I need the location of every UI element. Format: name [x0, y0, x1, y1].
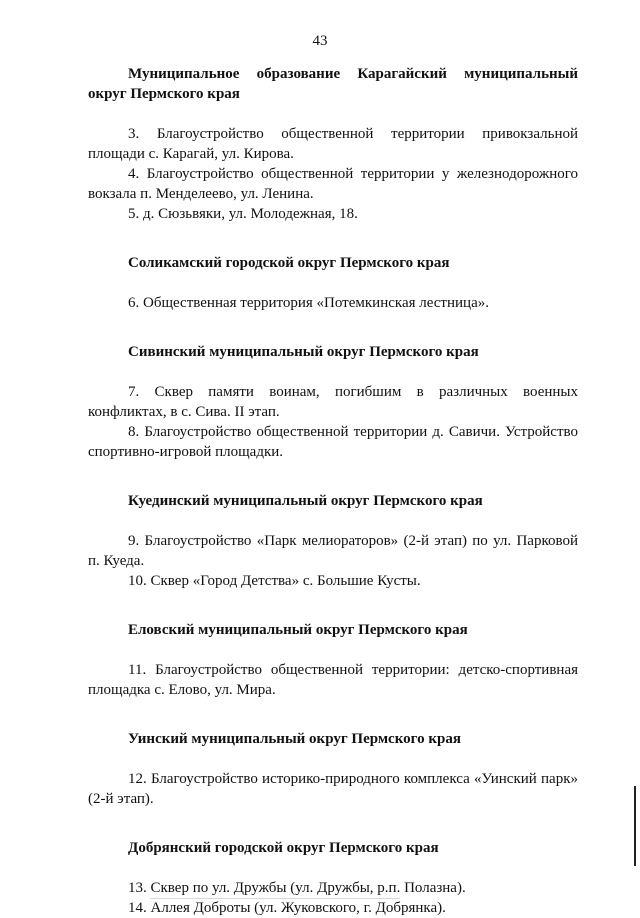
- section-items: [88, 531, 578, 591]
- section-items: [88, 660, 578, 700]
- section-items: [88, 124, 578, 224]
- section-heading: Куединский муниципальный округ Пермского края: [128, 493, 483, 509]
- list-item: 11. Благоустройство общественной территории: детско-спортивная площадка с. Елово, ул. Мира.: [88, 662, 578, 698]
- section-heading: Уинский муниципальный округ Пермского края: [128, 731, 461, 747]
- list-item: 9. Благоустройство «Парк мелиораторов» (2-й этап) по ул. Парковой п. Куеда.: [88, 533, 578, 569]
- section-heading: Добрянский городской округ Пермского края: [128, 840, 439, 856]
- section-heading: Муниципальное образование Карагайский муниципальный округ Пермского края: [88, 66, 578, 102]
- list-item: 10. Сквер «Город Детства» с. Большие Кусты.: [128, 573, 421, 589]
- section-heading: Сивинский муниципальный округ Пермского края: [128, 344, 479, 360]
- section-items: [88, 769, 578, 809]
- bottom-rule: [150, 898, 400, 899]
- section-karagay: [88, 64, 578, 224]
- section-uinsky: [88, 729, 578, 809]
- section-items: [88, 293, 578, 313]
- section-kuedinsky: [88, 491, 578, 591]
- list-item: 3. Благоустройство общественной территории привокзальной площади с. Карагай, ул. Кирова.: [88, 126, 578, 162]
- section-sivinsky: [88, 342, 578, 462]
- scan-edge-mark: [634, 786, 636, 866]
- list-item: 8. Благоустройство общественной территории д. Савичи. Устройство спортивно-игровой площадки.: [88, 424, 578, 460]
- list-item: 6. Общественная территория «Потемкинская лестница».: [128, 295, 489, 311]
- section-dobryansky: [88, 838, 578, 918]
- section-elovsky: [88, 620, 578, 700]
- list-item: 12. Благоустройство историко-природного комплекса «Уинский парк» (2-й этап).: [88, 771, 578, 807]
- section-heading: Еловский муниципальный округ Пермского края: [128, 622, 468, 638]
- section-heading: Соликамский городской округ Пермского края: [128, 255, 450, 271]
- list-item: 4. Благоустройство общественной территории у железнодорожного вокзала п. Менделеево, ул. Ленина.: [88, 166, 578, 202]
- document-body: [88, 64, 578, 918]
- list-item: 14. Аллея Доброты (ул. Жуковского, г. Добрянка).: [128, 900, 446, 916]
- page-number: 43: [312, 33, 328, 49]
- section-solikamsk: [88, 253, 578, 313]
- list-item: 7. Сквер памяти воинам, погибшим в различных военных конфликтах, в с. Сива. II этап.: [88, 384, 578, 420]
- section-items: [88, 382, 578, 462]
- list-item: 13. Сквер по ул. Дружбы (ул. Дружбы, р.п. Полазна).: [128, 880, 466, 896]
- list-item: 5. д. Сюзьвяки, ул. Молодежная, 18.: [128, 206, 358, 222]
